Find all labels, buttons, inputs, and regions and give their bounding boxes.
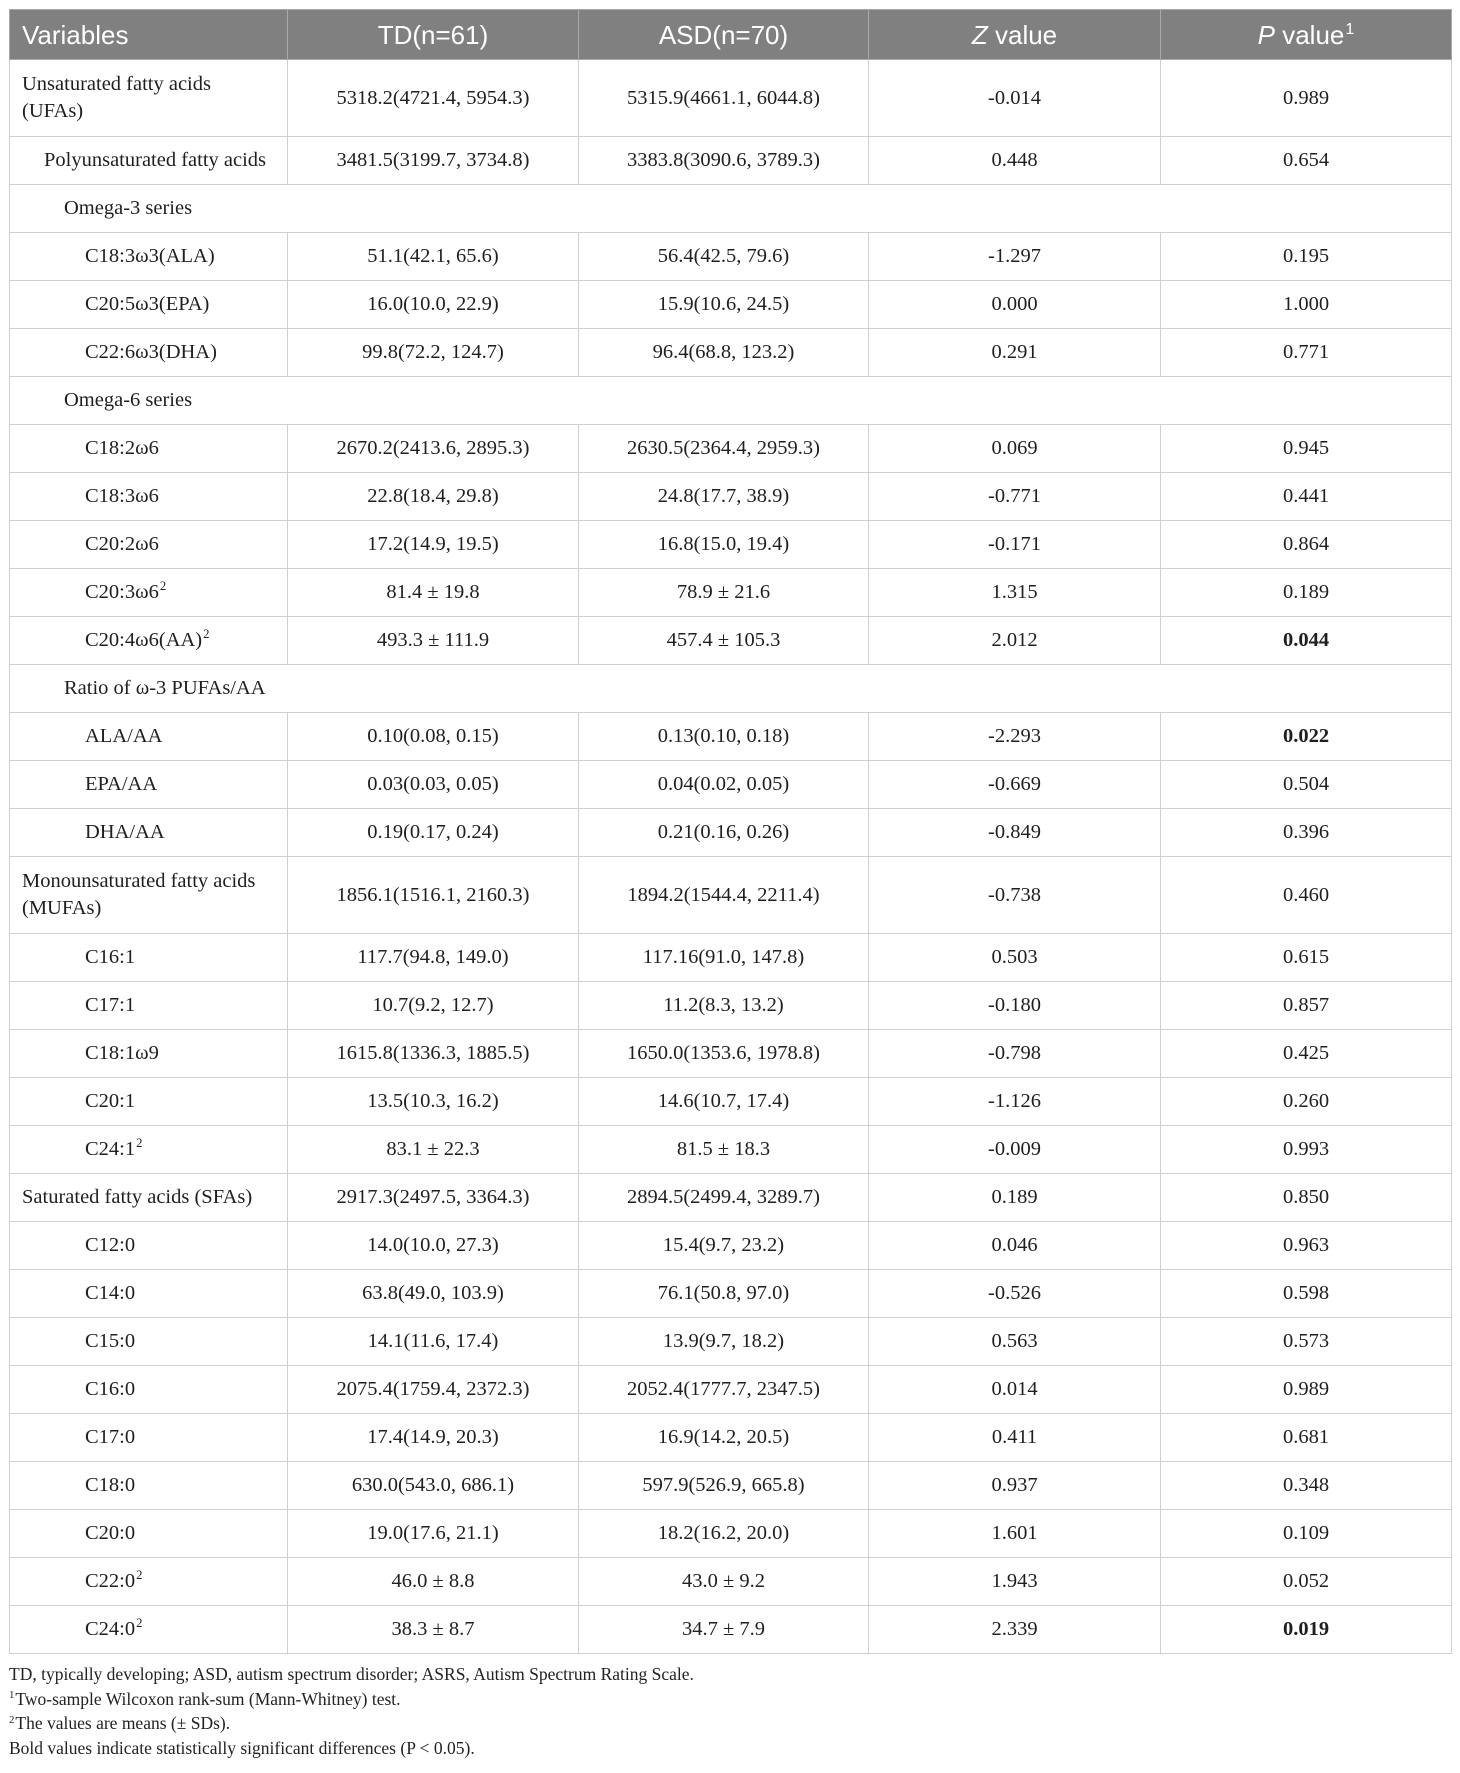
asd-value-cell: 24.8(17.7, 38.9) — [579, 473, 869, 521]
variable-cell — [10, 1366, 288, 1414]
variable-cell — [10, 934, 288, 982]
p-value-cell: 0.989 — [1161, 1366, 1452, 1414]
table-row — [10, 329, 1452, 377]
z-value-cell: -0.669 — [869, 761, 1161, 809]
footnote — [9, 1662, 1451, 1687]
variable-label: C24:1 — [85, 1138, 136, 1160]
table-footnotes — [9, 1662, 1451, 1760]
p-value-cell: 0.441 — [1161, 473, 1452, 521]
p-value-cell: 0.864 — [1161, 521, 1452, 569]
variable-cell — [10, 1318, 288, 1366]
table-row — [10, 137, 1452, 185]
footnote-mark: 1 — [1345, 19, 1355, 38]
asd-value-cell: 14.6(10.7, 17.4) — [579, 1078, 869, 1126]
variable-cell — [10, 1126, 288, 1174]
footnote-mark: 2 — [136, 1616, 143, 1631]
table-row — [10, 1174, 1452, 1222]
footnote-mark: 2 — [203, 627, 210, 642]
z-value-cell: 0.291 — [869, 329, 1161, 377]
p-value-cell: 0.963 — [1161, 1222, 1452, 1270]
td-value-cell: 38.3 ± 8.7 — [288, 1606, 579, 1654]
asd-value-cell: 0.13(0.10, 0.18) — [579, 713, 869, 761]
header-td: TD(n=61) — [288, 10, 579, 60]
p-value-cell: 0.189 — [1161, 569, 1452, 617]
variable-cell — [10, 809, 288, 857]
z-value-cell: -0.009 — [869, 1126, 1161, 1174]
variable-cell — [10, 233, 288, 281]
td-value-cell: 16.0(10.0, 22.9) — [288, 281, 579, 329]
variable-label: C18:3ω6 — [85, 485, 159, 507]
td-value-cell: 1856.1(1516.1, 2160.3) — [288, 857, 579, 934]
variable-cell — [10, 1510, 288, 1558]
variable-cell — [10, 425, 288, 473]
series-header-row — [10, 185, 1452, 233]
td-value-cell: 51.1(42.1, 65.6) — [288, 233, 579, 281]
table-row — [10, 934, 1452, 982]
p-value-cell: 0.945 — [1161, 425, 1452, 473]
header-z-label: value — [994, 19, 1058, 50]
p-value-cell: 0.504 — [1161, 761, 1452, 809]
td-value-cell: 17.4(14.9, 20.3) — [288, 1414, 579, 1462]
variable-cell — [10, 569, 288, 617]
z-value-cell: 0.937 — [869, 1462, 1161, 1510]
asd-value-cell: 5315.9(4661.1, 6044.8) — [579, 60, 869, 137]
p-value-cell: 0.989 — [1161, 60, 1452, 137]
p-value-cell: 0.348 — [1161, 1462, 1452, 1510]
footnote-mark: 2 — [159, 579, 167, 594]
p-value-cell: 0.425 — [1161, 1030, 1452, 1078]
variable-cell — [10, 1558, 288, 1606]
z-value-cell: -0.771 — [869, 473, 1161, 521]
variable-cell — [10, 60, 288, 137]
p-value-cell: 0.598 — [1161, 1270, 1452, 1318]
z-value-cell: -0.171 — [869, 521, 1161, 569]
z-value-cell: -0.526 — [869, 1270, 1161, 1318]
header-asd: ASD(n=70) — [579, 10, 869, 60]
table-container — [9, 9, 1451, 1760]
z-value-cell: 0.014 — [869, 1366, 1161, 1414]
asd-value-cell: 597.9(526.9, 665.8) — [579, 1462, 869, 1510]
footnote — [9, 1687, 1451, 1712]
header-p-label: value — [1282, 19, 1345, 50]
series-label-cell — [10, 665, 1452, 713]
td-value-cell: 17.2(14.9, 19.5) — [288, 521, 579, 569]
table-row — [10, 809, 1452, 857]
asd-value-cell: 1894.2(1544.4, 2211.4) — [579, 857, 869, 934]
p-value-cell: 0.857 — [1161, 982, 1452, 1030]
table-row — [10, 1222, 1452, 1270]
p-value-cell: 0.022 — [1161, 713, 1452, 761]
td-value-cell: 0.03(0.03, 0.05) — [288, 761, 579, 809]
td-value-cell: 0.10(0.08, 0.15) — [288, 713, 579, 761]
asd-value-cell: 1650.0(1353.6, 1978.8) — [579, 1030, 869, 1078]
z-value-cell: 0.069 — [869, 425, 1161, 473]
p-value-cell: 0.573 — [1161, 1318, 1452, 1366]
variable-cell — [10, 1030, 288, 1078]
variable-label: DHA/AA — [85, 821, 165, 843]
asd-value-cell: 2630.5(2364.4, 2959.3) — [579, 425, 869, 473]
td-value-cell: 117.7(94.8, 149.0) — [288, 934, 579, 982]
variable-label: ALA/AA — [85, 725, 163, 747]
td-value-cell: 5318.2(4721.4, 5954.3) — [288, 60, 579, 137]
z-value-cell: 0.448 — [869, 137, 1161, 185]
footnote-mark: 1 — [9, 1689, 15, 1701]
z-value-cell: -0.738 — [869, 857, 1161, 934]
variable-cell — [10, 761, 288, 809]
asd-value-cell: 34.7 ± 7.9 — [579, 1606, 869, 1654]
asd-value-cell: 81.5 ± 18.3 — [579, 1126, 869, 1174]
p-value-cell: 0.260 — [1161, 1078, 1452, 1126]
table-row — [10, 761, 1452, 809]
footnote-text: Two-sample Wilcoxon rank-sum (Mann-Whitney) test. — [15, 1688, 401, 1709]
z-value-cell: 0.046 — [869, 1222, 1161, 1270]
asd-value-cell: 117.16(91.0, 147.8) — [579, 934, 869, 982]
z-value-cell: 2.339 — [869, 1606, 1161, 1654]
td-value-cell: 2075.4(1759.4, 2372.3) — [288, 1366, 579, 1414]
td-value-cell: 2917.3(2497.5, 3364.3) — [288, 1174, 579, 1222]
p-value-cell: 0.681 — [1161, 1414, 1452, 1462]
variable-label: C17:1 — [85, 994, 136, 1016]
td-value-cell: 1615.8(1336.3, 1885.5) — [288, 1030, 579, 1078]
variable-label: C22:6ω3(DHA) — [85, 341, 217, 363]
variable-cell — [10, 1222, 288, 1270]
variable-label: C14:0 — [85, 1282, 136, 1304]
asd-value-cell: 96.4(68.8, 123.2) — [579, 329, 869, 377]
p-value-cell: 0.615 — [1161, 934, 1452, 982]
table-row — [10, 1270, 1452, 1318]
asd-value-cell: 13.9(9.7, 18.2) — [579, 1318, 869, 1366]
footnote-text: Bold values indicate statistically significant differences (P < 0.05). — [9, 1737, 475, 1758]
p-symbol: P — [1257, 19, 1275, 50]
asd-value-cell: 16.8(15.0, 19.4) — [579, 521, 869, 569]
td-value-cell: 493.3 ± 111.9 — [288, 617, 579, 665]
table-row — [10, 982, 1452, 1030]
asd-value-cell: 2894.5(2499.4, 3289.7) — [579, 1174, 869, 1222]
asd-value-cell: 15.9(10.6, 24.5) — [579, 281, 869, 329]
table-row — [10, 1126, 1452, 1174]
z-value-cell: -1.297 — [869, 233, 1161, 281]
variable-label: C20:1 — [85, 1090, 136, 1112]
table-row — [10, 1318, 1452, 1366]
variable-cell — [10, 281, 288, 329]
p-value-cell: 0.460 — [1161, 857, 1452, 934]
table-row — [10, 1414, 1452, 1462]
variable-label: C16:1 — [85, 946, 136, 968]
variable-cell — [10, 1462, 288, 1510]
variable-label: C20:4ω6(AA) — [85, 629, 203, 651]
asd-value-cell: 16.9(14.2, 20.5) — [579, 1414, 869, 1462]
table-row — [10, 857, 1452, 934]
variable-label: C22:0 — [85, 1570, 136, 1592]
variable-label: C17:0 — [85, 1426, 136, 1448]
footnote-mark: 2 — [136, 1136, 143, 1151]
series-header-row — [10, 665, 1452, 713]
footnote-text: TD, typically developing; ASD, autism spectrum disorder; ASRS, Autism Spectrum Rating Scale. — [9, 1664, 694, 1684]
variable-label: C12:0 — [85, 1234, 136, 1256]
variable-cell — [10, 1270, 288, 1318]
series-label-cell — [10, 185, 1452, 233]
variable-cell — [10, 617, 288, 665]
asd-value-cell: 15.4(9.7, 23.2) — [579, 1222, 869, 1270]
asd-value-cell: 56.4(42.5, 79.6) — [579, 233, 869, 281]
td-value-cell: 83.1 ± 22.3 — [288, 1126, 579, 1174]
variable-label: C20:0 — [85, 1522, 136, 1544]
variable-label: C18:3ω3(ALA) — [85, 245, 215, 267]
td-value-cell: 13.5(10.3, 16.2) — [288, 1078, 579, 1126]
table-row — [10, 1366, 1452, 1414]
td-value-cell: 10.7(9.2, 12.7) — [288, 982, 579, 1030]
p-value-cell: 0.195 — [1161, 233, 1452, 281]
z-value-cell: -2.293 — [869, 713, 1161, 761]
table-row — [10, 473, 1452, 521]
footnote-text: The values are means (± SDs). — [15, 1713, 231, 1733]
variable-cell — [10, 521, 288, 569]
variable-cell — [10, 1174, 288, 1222]
z-value-cell: -0.849 — [869, 809, 1161, 857]
asd-value-cell: 18.2(16.2, 20.0) — [579, 1510, 869, 1558]
variable-label: C20:2ω6 — [85, 533, 159, 555]
p-value-cell: 0.654 — [1161, 137, 1452, 185]
z-value-cell: -0.014 — [869, 60, 1161, 137]
asd-value-cell: 0.21(0.16, 0.26) — [579, 809, 869, 857]
variable-label: C16:0 — [85, 1378, 136, 1400]
variable-label: EPA/AA — [85, 773, 158, 795]
variable-cell — [10, 857, 288, 934]
variable-cell — [10, 473, 288, 521]
variable-label: Unsaturated fatty acids (UFAs) — [22, 73, 211, 122]
z-value-cell: -0.180 — [869, 982, 1161, 1030]
asd-value-cell: 0.04(0.02, 0.05) — [579, 761, 869, 809]
p-value-cell: 0.044 — [1161, 617, 1452, 665]
variable-cell — [10, 329, 288, 377]
variable-label: C18:2ω6 — [85, 437, 159, 459]
variable-label: C15:0 — [85, 1330, 136, 1352]
asd-value-cell: 11.2(8.3, 13.2) — [579, 982, 869, 1030]
td-value-cell: 14.0(10.0, 27.3) — [288, 1222, 579, 1270]
variable-cell — [10, 1414, 288, 1462]
p-value-cell: 0.019 — [1161, 1606, 1452, 1654]
table-row — [10, 713, 1452, 761]
variable-label: C24:0 — [85, 1618, 136, 1640]
asd-value-cell: 2052.4(1777.7, 2347.5) — [579, 1366, 869, 1414]
z-value-cell: 0.563 — [869, 1318, 1161, 1366]
header-row — [10, 10, 1452, 60]
p-value-cell: 0.396 — [1161, 809, 1452, 857]
p-value-cell: 1.000 — [1161, 281, 1452, 329]
z-value-cell: 0.000 — [869, 281, 1161, 329]
table-row — [10, 281, 1452, 329]
footnote-mark: 2 — [136, 1568, 143, 1583]
table-row — [10, 1558, 1452, 1606]
z-value-cell: 0.503 — [869, 934, 1161, 982]
td-value-cell: 3481.5(3199.7, 3734.8) — [288, 137, 579, 185]
table-row — [10, 1030, 1452, 1078]
variable-cell — [10, 1606, 288, 1654]
table-row — [10, 233, 1452, 281]
variable-cell — [10, 713, 288, 761]
p-value-cell: 0.850 — [1161, 1174, 1452, 1222]
footnote — [9, 1711, 1451, 1736]
variable-label: C20:3ω6 — [85, 581, 159, 603]
variable-label: C20:5ω3(EPA) — [85, 293, 210, 315]
table-row — [10, 617, 1452, 665]
z-value-cell: 1.601 — [869, 1510, 1161, 1558]
td-value-cell: 19.0(17.6, 21.1) — [288, 1510, 579, 1558]
p-value-cell: 0.771 — [1161, 329, 1452, 377]
header-z-value — [869, 10, 1161, 60]
header-p-value — [1161, 10, 1452, 60]
z-value-cell: 1.315 — [869, 569, 1161, 617]
z-symbol: Z — [971, 19, 988, 50]
td-value-cell: 22.8(18.4, 29.8) — [288, 473, 579, 521]
variable-label: Polyunsaturated fatty acids — [44, 149, 267, 171]
variable-label: Monounsaturated fatty acids (MUFAs) — [22, 870, 256, 919]
series-label: Ratio of ω-3 PUFAs/AA — [64, 677, 266, 699]
p-value-cell: 0.109 — [1161, 1510, 1452, 1558]
z-value-cell: -0.798 — [869, 1030, 1161, 1078]
variable-cell — [10, 1078, 288, 1126]
p-value-cell: 0.993 — [1161, 1126, 1452, 1174]
variable-label: C18:0 — [85, 1474, 136, 1496]
td-value-cell: 99.8(72.2, 124.7) — [288, 329, 579, 377]
series-label: Omega-6 series — [64, 389, 193, 411]
z-value-cell: 2.012 — [869, 617, 1161, 665]
table-row — [10, 1078, 1452, 1126]
z-value-cell: 0.411 — [869, 1414, 1161, 1462]
series-label: Omega-3 series — [64, 197, 193, 219]
asd-value-cell: 3383.8(3090.6, 3789.3) — [579, 137, 869, 185]
table-row — [10, 60, 1452, 137]
td-value-cell: 81.4 ± 19.8 — [288, 569, 579, 617]
td-value-cell: 14.1(11.6, 17.4) — [288, 1318, 579, 1366]
td-value-cell: 46.0 ± 8.8 — [288, 1558, 579, 1606]
table-row — [10, 1462, 1452, 1510]
table-row — [10, 569, 1452, 617]
variable-cell — [10, 137, 288, 185]
footnote — [9, 1736, 1451, 1761]
table-body — [10, 60, 1452, 1654]
p-value-cell: 0.052 — [1161, 1558, 1452, 1606]
header-variables: Variables — [10, 10, 288, 60]
table-row — [10, 1510, 1452, 1558]
td-value-cell: 63.8(49.0, 103.9) — [288, 1270, 579, 1318]
asd-value-cell: 43.0 ± 9.2 — [579, 1558, 869, 1606]
asd-value-cell: 457.4 ± 105.3 — [579, 617, 869, 665]
z-value-cell: 0.189 — [869, 1174, 1161, 1222]
series-label-cell — [10, 377, 1452, 425]
table-row — [10, 521, 1452, 569]
asd-value-cell: 76.1(50.8, 97.0) — [579, 1270, 869, 1318]
series-header-row — [10, 377, 1452, 425]
td-value-cell: 0.19(0.17, 0.24) — [288, 809, 579, 857]
fatty-acid-table — [9, 9, 1452, 1654]
table-header — [10, 10, 1452, 60]
table-row — [10, 425, 1452, 473]
variable-label: Saturated fatty acids (SFAs) — [22, 1186, 253, 1208]
variable-label: C18:1ω9 — [85, 1042, 159, 1064]
table-row — [10, 1606, 1452, 1654]
variable-cell — [10, 982, 288, 1030]
footnote-mark: 2 — [9, 1713, 15, 1726]
asd-value-cell: 78.9 ± 21.6 — [579, 569, 869, 617]
td-value-cell: 630.0(543.0, 686.1) — [288, 1462, 579, 1510]
td-value-cell: 2670.2(2413.6, 2895.3) — [288, 425, 579, 473]
z-value-cell: 1.943 — [869, 1558, 1161, 1606]
z-value-cell: -1.126 — [869, 1078, 1161, 1126]
